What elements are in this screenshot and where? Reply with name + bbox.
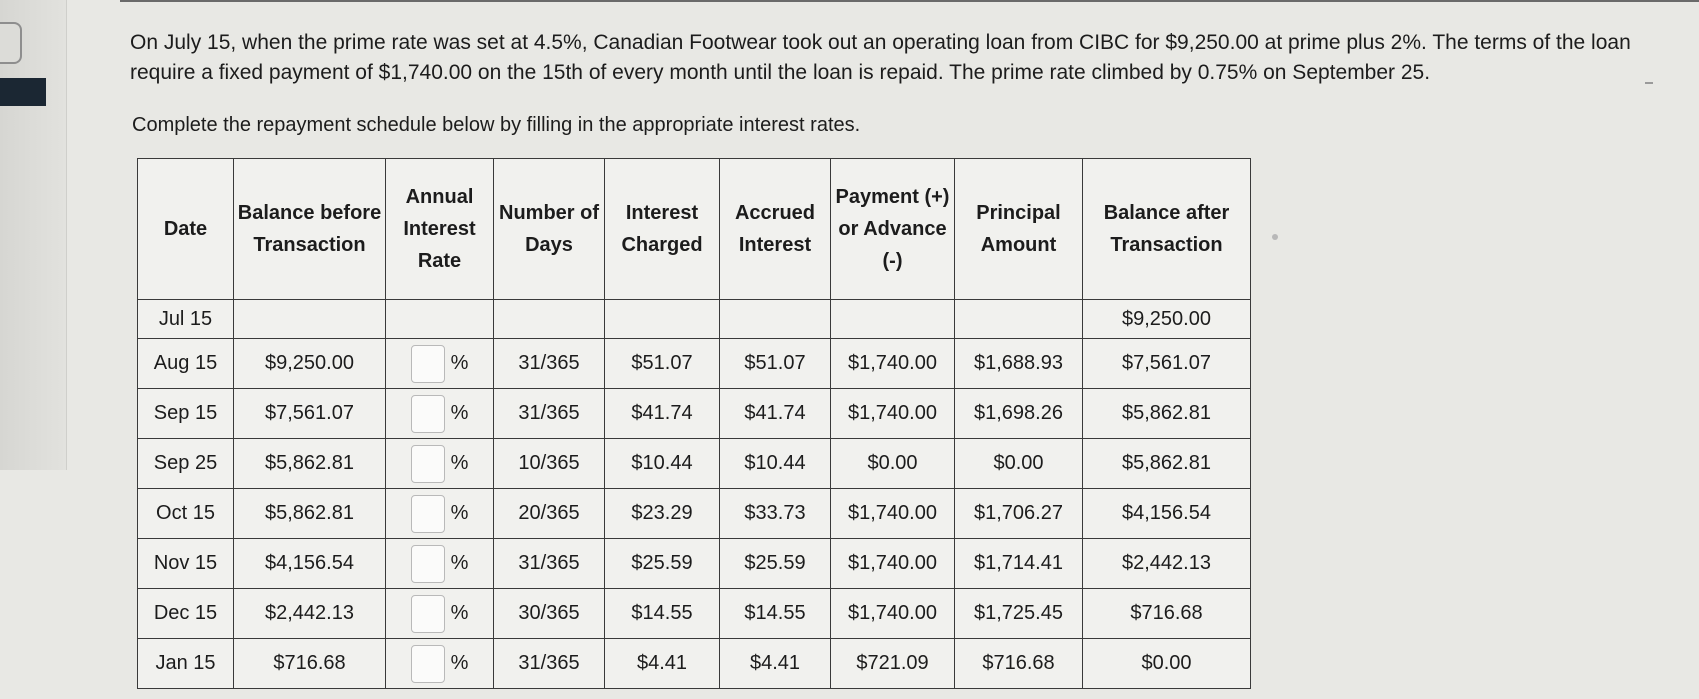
repayment-schedule-table [137, 158, 1251, 689]
balance-after-cell: $9,250.00 [1083, 300, 1251, 339]
table-header-row [138, 159, 1251, 300]
annual-rate-cell [386, 339, 494, 389]
table-row [138, 539, 1251, 589]
date-cell: Aug 15 [138, 339, 234, 389]
annual-rate-cell [386, 439, 494, 489]
principal-cell: $1,706.27 [955, 489, 1083, 539]
balance-before-cell: $4,156.54 [234, 539, 386, 589]
empty-cell [605, 300, 720, 339]
header-days: Number of Days [494, 159, 605, 300]
payment-cell: $1,740.00 [831, 589, 955, 639]
percent-sign: % [450, 652, 469, 674]
days-cell: 10/365 [494, 439, 605, 489]
annual-rate-cell [386, 639, 494, 689]
days-cell: 31/365 [494, 539, 605, 589]
percent-sign: % [450, 602, 469, 624]
payment-cell: $1,740.00 [831, 389, 955, 439]
question-text-block [130, 28, 1660, 88]
balance-after-cell: $0.00 [1083, 639, 1251, 689]
header-date: Date [138, 159, 234, 300]
empty-cell [955, 300, 1083, 339]
accrued-interest-cell: $10.44 [720, 439, 831, 489]
empty-cell [720, 300, 831, 339]
balance-before-cell: $5,862.81 [234, 489, 386, 539]
table-row [138, 489, 1251, 539]
balance-after-cell: $716.68 [1083, 589, 1251, 639]
date-cell: Nov 15 [138, 539, 234, 589]
interest-charged-cell: $23.29 [605, 489, 720, 539]
rate-input-group [386, 395, 493, 433]
balance-after-cell: $5,862.81 [1083, 389, 1251, 439]
date-cell: Sep 15 [138, 389, 234, 439]
date-cell: Jul 15 [138, 300, 234, 339]
instruction-text: Complete the repayment schedule below by filling in the appropriate interest rates. [132, 114, 861, 136]
interest-rate-input[interactable] [411, 445, 445, 483]
interest-charged-cell: $10.44 [605, 439, 720, 489]
balance-before-cell: $7,561.07 [234, 389, 386, 439]
header-payment: Payment (+) or Advance (-) [831, 159, 955, 300]
accrued-interest-cell: $51.07 [720, 339, 831, 389]
accrued-interest-cell: $25.59 [720, 539, 831, 589]
balance-after-cell: $2,442.13 [1083, 539, 1251, 589]
principal-cell: $1,725.45 [955, 589, 1083, 639]
balance-before-cell: $5,862.81 [234, 439, 386, 489]
header-interest-charged: Interest Charged [605, 159, 720, 300]
rate-input-group [386, 345, 493, 383]
principal-cell: $0.00 [955, 439, 1083, 489]
table-row [138, 389, 1251, 439]
panel-dark-block [0, 78, 46, 106]
principal-cell: $716.68 [955, 639, 1083, 689]
left-side-panel [0, 0, 67, 470]
annual-rate-cell [386, 539, 494, 589]
date-cell: Sep 25 [138, 439, 234, 489]
interest-rate-input[interactable] [411, 495, 445, 533]
header-annual-rate: Annual Interest Rate [386, 159, 494, 300]
table-row [138, 439, 1251, 489]
payment-cell: $721.09 [831, 639, 955, 689]
top-divider [120, 0, 1699, 2]
principal-cell: $1,698.26 [955, 389, 1083, 439]
payment-cell: $1,740.00 [831, 339, 955, 389]
table-row-initial [138, 300, 1251, 339]
days-cell: 31/365 [494, 339, 605, 389]
rate-input-group [386, 445, 493, 483]
interest-charged-cell: $4.41 [605, 639, 720, 689]
days-cell: 31/365 [494, 389, 605, 439]
interest-rate-input[interactable] [411, 395, 445, 433]
empty-cell [386, 300, 494, 339]
accrued-interest-cell: $4.41 [720, 639, 831, 689]
balance-before-cell: $9,250.00 [234, 339, 386, 389]
interest-charged-cell: $14.55 [605, 589, 720, 639]
question-text: On July 15, when the prime rate was set at 4.5%, Canadian Footwear took out an operating loan from CIBC for $9,250.00 at prime plus 2%. The terms of the loan require a fixed payment of $1,740.00 on the 15th of every month until the loan is repaid. The prime rate climbed by 0.75% on September 25. [130, 31, 1631, 84]
percent-sign: % [450, 452, 469, 474]
header-accrued: Accrued Interest [720, 159, 831, 300]
date-cell: Oct 15 [138, 489, 234, 539]
days-cell: 30/365 [494, 589, 605, 639]
rate-input-group [386, 545, 493, 583]
accrued-interest-cell: $41.74 [720, 389, 831, 439]
balance-before-cell: $2,442.13 [234, 589, 386, 639]
interest-rate-input[interactable] [411, 645, 445, 683]
scroll-indicator-dot [1272, 234, 1278, 240]
interest-rate-input[interactable] [411, 545, 445, 583]
accrued-interest-cell: $33.73 [720, 489, 831, 539]
annual-rate-cell [386, 489, 494, 539]
payment-cell: $0.00 [831, 439, 955, 489]
rate-input-group [386, 495, 493, 533]
accrued-interest-cell: $14.55 [720, 589, 831, 639]
interest-charged-cell: $51.07 [605, 339, 720, 389]
days-cell: 20/365 [494, 489, 605, 539]
percent-sign: % [450, 352, 469, 374]
rate-input-group [386, 645, 493, 683]
balance-after-cell: $7,561.07 [1083, 339, 1251, 389]
panel-tab[interactable] [0, 22, 22, 64]
days-cell: 31/365 [494, 639, 605, 689]
table-row [138, 589, 1251, 639]
percent-sign: % [450, 402, 469, 424]
header-balance-before: Balance before Transaction [234, 159, 386, 300]
table-row [138, 639, 1251, 689]
header-balance-after: Balance after Transaction [1083, 159, 1251, 300]
balance-before-cell: $716.68 [234, 639, 386, 689]
interest-rate-input[interactable] [411, 595, 445, 633]
percent-sign: % [450, 502, 469, 524]
balance-after-cell: $4,156.54 [1083, 489, 1251, 539]
empty-cell [234, 300, 386, 339]
dash-mark [1645, 82, 1653, 84]
empty-cell [494, 300, 605, 339]
annual-rate-cell [386, 389, 494, 439]
interest-charged-cell: $41.74 [605, 389, 720, 439]
principal-cell: $1,714.41 [955, 539, 1083, 589]
balance-after-cell: $5,862.81 [1083, 439, 1251, 489]
table-row [138, 339, 1251, 389]
interest-charged-cell: $25.59 [605, 539, 720, 589]
rate-input-group [386, 595, 493, 633]
empty-cell [831, 300, 955, 339]
payment-cell: $1,740.00 [831, 489, 955, 539]
annual-rate-cell [386, 589, 494, 639]
date-cell: Jan 15 [138, 639, 234, 689]
percent-sign: % [450, 552, 469, 574]
repayment-schedule-wrapper [137, 158, 1251, 689]
interest-rate-input[interactable] [411, 345, 445, 383]
date-cell: Dec 15 [138, 589, 234, 639]
header-principal: Principal Amount [955, 159, 1083, 300]
payment-cell: $1,740.00 [831, 539, 955, 589]
principal-cell: $1,688.93 [955, 339, 1083, 389]
